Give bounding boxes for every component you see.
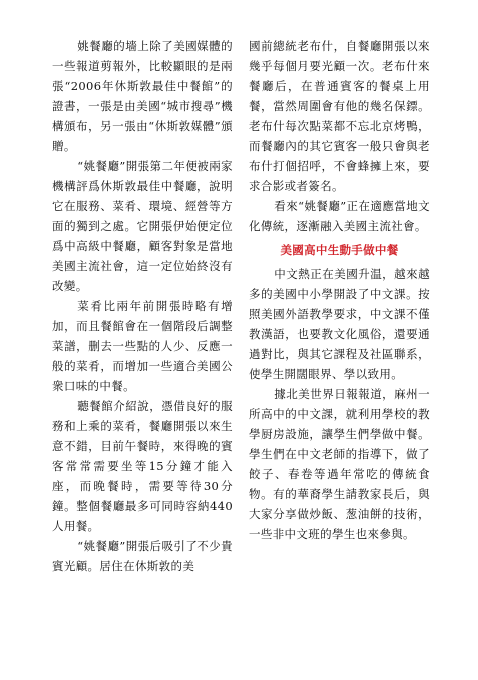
section-heading: 美國高中生動手做中餐 <box>280 243 399 257</box>
paragraph-chinese-class: 中文熱正在美國升温，越來越多的美國中小學開設了中文課。按照美國外語教學要求，中文課不僅教漢語，也要教文化風俗，還要通過對比，與其它課程及社區聯系，使學生開闊眼界、學以致用。 <box>249 267 430 381</box>
paragraph-business: 聽餐館介紹說，憑借良好的服務和上乘的菜肴，餐廳開張以來生意不錯，目前午餐時，來得晚的賓客常常需要坐等15分鐘才能入座，而晚餐時，需要等待30分鐘。整個餐廳最多可同時容納440人用餐。 <box>52 399 233 533</box>
paragraph-awards: “姚餐廳”開張第二年便被兩家機構評爲休斯敦最佳中餐廳，說明它在服務、菜肴、環境、經營等方面的獨到之處。它開張伊始便定位爲中高級中餐廳，顧客對象是當地美國主流社會，這一定位始終沒有改變。 <box>52 159 233 293</box>
paragraph-guests: “姚餐廳”開張后吸引了不少貴賓光顧。居住在休斯敦的美 <box>52 539 233 573</box>
article-page <box>52 36 430 646</box>
paragraph-menu: 菜肴比兩年前開張時略有增加，而且餐館會在一個階段后調整菜譜，删去一些點的人少、反應一般的菜肴，而增加一些適合美國公衆口味的中餐。 <box>52 299 233 393</box>
paragraph-certificates: 姚餐廳的墻上除了美國媒體的一些報道剪報外，比較顯眼的是兩張“2006年休斯敦最佳中餐館”的證書，一張是由美國“城市搜尋”機構頒布，另一張由“休斯敦媒體”頒贈。 <box>52 39 233 153</box>
paragraph-guests-continued: 國前總統老布什，自餐廳開張以來幾乎每個月要光顧一次。老布什來餐廳后，在普通賓客的餐桌上用餐，當然周圍會有他的幾名保鏢。老布什每次點菜都不忘北京烤鴨，而餐廳內的其它賓客一般只會與老布什打個招呼，不會蜂擁上來，要求合影或者簽名。 <box>249 39 430 193</box>
paragraph-cooking-class: 據北美世界日報報道，麻州一所高中的中文課，就利用學校的教學厨房設施，讓學生們學做中餐。學生們在中文老師的指導下，做了餃子、春卷等過年常吃的傳統食物。有的華裔學生請教家長后，與大家分享做炒飯、葱油餅的技術，一些非中文班的學生也來參與。 <box>249 387 430 541</box>
right-column <box>249 36 430 646</box>
left-column <box>52 36 233 646</box>
paragraph-integration: 看來“姚餐廳”正在適應當地文化傳統，逐漸融入美國主流社會。 <box>249 199 430 233</box>
